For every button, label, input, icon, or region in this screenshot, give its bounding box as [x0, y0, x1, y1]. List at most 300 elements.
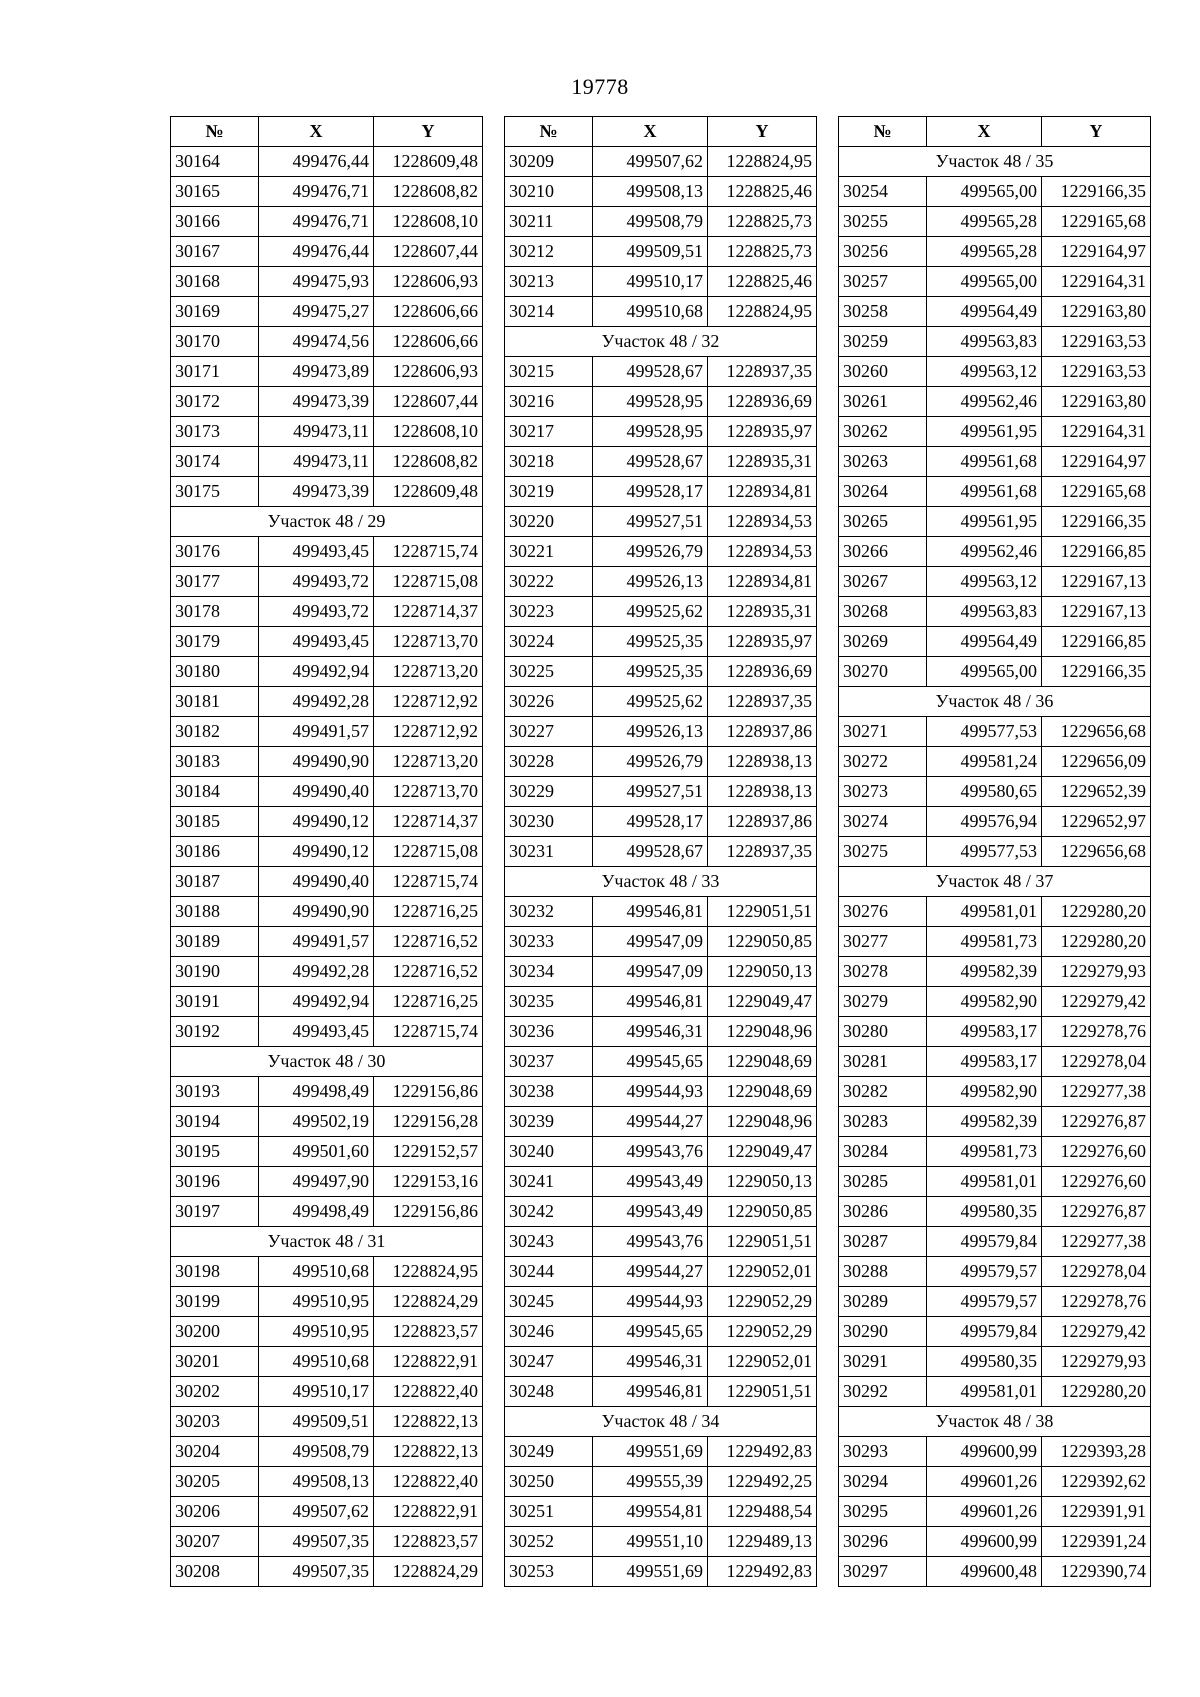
point-number: 30233: [505, 927, 593, 957]
table-row: [839, 1377, 1151, 1407]
table-row: [505, 1467, 817, 1497]
y-coordinate: 1229048,96: [708, 1107, 817, 1137]
x-coordinate: 499492,28: [259, 687, 374, 717]
x-coordinate: 499551,69: [593, 1557, 708, 1587]
y-coordinate: 1228716,25: [374, 987, 483, 1017]
y-coordinate: 1229050,13: [708, 957, 817, 987]
x-coordinate: 499582,39: [927, 957, 1042, 987]
point-number: 30264: [839, 477, 927, 507]
point-number: 30289: [839, 1287, 927, 1317]
point-number: 30201: [171, 1347, 259, 1377]
table-row: [839, 597, 1151, 627]
table-row: [505, 1317, 817, 1347]
point-number: 30260: [839, 357, 927, 387]
point-number: 30165: [171, 177, 259, 207]
y-coordinate: 1228822,13: [374, 1407, 483, 1437]
point-number: 30256: [839, 237, 927, 267]
table-row: [171, 957, 483, 987]
table-row: [839, 327, 1151, 357]
x-coordinate: 499576,94: [927, 807, 1042, 837]
x-coordinate: 499545,65: [593, 1317, 708, 1347]
x-coordinate: 499555,39: [593, 1467, 708, 1497]
table-row: [171, 297, 483, 327]
point-number: 30279: [839, 987, 927, 1017]
x-coordinate: 499561,68: [927, 477, 1042, 507]
section-row: [839, 867, 1151, 897]
header-y: Y: [374, 117, 483, 147]
x-coordinate: 499528,17: [593, 477, 708, 507]
table-row: [171, 837, 483, 867]
point-number: 30250: [505, 1467, 593, 1497]
y-coordinate: 1228609,48: [374, 147, 483, 177]
point-number: 30252: [505, 1527, 593, 1557]
point-number: 30277: [839, 927, 927, 957]
point-number: 30267: [839, 567, 927, 597]
y-coordinate: 1228822,91: [374, 1497, 483, 1527]
x-coordinate: 499473,39: [259, 387, 374, 417]
point-number: 30286: [839, 1197, 927, 1227]
table-row: [505, 897, 817, 927]
y-coordinate: 1229280,20: [1042, 897, 1151, 927]
y-coordinate: 1228937,86: [708, 717, 817, 747]
y-coordinate: 1229050,13: [708, 1167, 817, 1197]
point-number: 30176: [171, 537, 259, 567]
point-number: 30203: [171, 1407, 259, 1437]
point-number: 30195: [171, 1137, 259, 1167]
x-coordinate: 499546,81: [593, 987, 708, 1017]
point-number: 30274: [839, 807, 927, 837]
table-row: [505, 597, 817, 627]
table-row: [171, 717, 483, 747]
table-row: [505, 987, 817, 1017]
point-number: 30248: [505, 1377, 593, 1407]
table-row: [505, 1227, 817, 1257]
y-coordinate: 1228823,57: [374, 1527, 483, 1557]
section-title: Участок 48 / 38: [839, 1407, 1151, 1437]
x-coordinate: 499581,01: [927, 1377, 1042, 1407]
table-row: [171, 987, 483, 1017]
x-coordinate: 499528,67: [593, 837, 708, 867]
point-number: 30243: [505, 1227, 593, 1257]
table-row: [505, 1197, 817, 1227]
x-coordinate: 499525,62: [593, 687, 708, 717]
y-coordinate: 1228825,46: [708, 177, 817, 207]
x-coordinate: 499490,90: [259, 747, 374, 777]
point-number: 30287: [839, 1227, 927, 1257]
point-number: 30170: [171, 327, 259, 357]
y-coordinate: 1228935,97: [708, 417, 817, 447]
table-row: [839, 417, 1151, 447]
x-coordinate: 499562,46: [927, 537, 1042, 567]
point-number: 30258: [839, 297, 927, 327]
point-number: 30237: [505, 1047, 593, 1077]
point-number: 30229: [505, 777, 593, 807]
table-row: [505, 1107, 817, 1137]
y-coordinate: 1228712,92: [374, 717, 483, 747]
y-coordinate: 1229052,29: [708, 1287, 817, 1317]
table-row: [505, 927, 817, 957]
table-row: [171, 477, 483, 507]
y-coordinate: 1229166,35: [1042, 507, 1151, 537]
y-coordinate: 1229393,28: [1042, 1437, 1151, 1467]
point-number: 30238: [505, 1077, 593, 1107]
point-number: 30285: [839, 1167, 927, 1197]
point-number: 30275: [839, 837, 927, 867]
x-coordinate: 499600,99: [927, 1527, 1042, 1557]
table-row: [839, 267, 1151, 297]
point-number: 30282: [839, 1077, 927, 1107]
point-number: 30209: [505, 147, 593, 177]
table-row: [505, 297, 817, 327]
table-row: [171, 567, 483, 597]
x-coordinate: 499510,95: [259, 1317, 374, 1347]
y-coordinate: 1229164,97: [1042, 447, 1151, 477]
coordinates-table-1: [170, 116, 483, 1587]
y-coordinate: 1228607,44: [374, 387, 483, 417]
y-coordinate: 1228938,13: [708, 777, 817, 807]
x-coordinate: 499508,79: [259, 1437, 374, 1467]
x-coordinate: 499476,71: [259, 207, 374, 237]
point-number: 30210: [505, 177, 593, 207]
table-row: [171, 1557, 483, 1587]
point-number: 30217: [505, 417, 593, 447]
point-number: 30182: [171, 717, 259, 747]
x-coordinate: 499507,35: [259, 1527, 374, 1557]
table-row: [171, 1317, 483, 1347]
y-coordinate: 1229280,20: [1042, 927, 1151, 957]
x-coordinate: 499528,95: [593, 387, 708, 417]
x-coordinate: 499490,90: [259, 897, 374, 927]
x-coordinate: 499509,51: [593, 237, 708, 267]
point-number: 30213: [505, 267, 593, 297]
y-coordinate: 1228713,70: [374, 777, 483, 807]
y-coordinate: 1229278,04: [1042, 1257, 1151, 1287]
section-title: Участок 48 / 30: [171, 1047, 483, 1077]
y-coordinate: 1228934,53: [708, 507, 817, 537]
section-row: [505, 327, 817, 357]
table-row: [839, 1017, 1151, 1047]
coordinates-table-3: [838, 116, 1151, 1587]
section-title: Участок 48 / 35: [839, 147, 1151, 177]
header-num: №: [839, 117, 927, 147]
x-coordinate: 499601,26: [927, 1467, 1042, 1497]
table-row: [505, 1167, 817, 1197]
x-coordinate: 499544,27: [593, 1257, 708, 1287]
point-number: 30271: [839, 717, 927, 747]
x-coordinate: 499561,95: [927, 507, 1042, 537]
y-coordinate: 1229277,38: [1042, 1227, 1151, 1257]
point-number: 30175: [171, 477, 259, 507]
point-number: 30272: [839, 747, 927, 777]
section-row: [839, 147, 1151, 177]
x-coordinate: 499543,76: [593, 1137, 708, 1167]
point-number: 30293: [839, 1437, 927, 1467]
x-coordinate: 499565,00: [927, 657, 1042, 687]
x-coordinate: 499473,39: [259, 477, 374, 507]
y-coordinate: 1229279,42: [1042, 1317, 1151, 1347]
table-row: [505, 1287, 817, 1317]
x-coordinate: 499563,83: [927, 597, 1042, 627]
x-coordinate: 499582,90: [927, 1077, 1042, 1107]
section-title: Участок 48 / 34: [505, 1407, 817, 1437]
table-row: [505, 1017, 817, 1047]
table-row: [171, 447, 483, 477]
point-number: 30221: [505, 537, 593, 567]
point-number: 30242: [505, 1197, 593, 1227]
table-row: [839, 567, 1151, 597]
point-number: 30262: [839, 417, 927, 447]
header-y: Y: [708, 117, 817, 147]
point-number: 30288: [839, 1257, 927, 1287]
table-row: [839, 1197, 1151, 1227]
y-coordinate: 1229278,76: [1042, 1287, 1151, 1317]
table-row: [171, 1167, 483, 1197]
point-number: 30166: [171, 207, 259, 237]
x-coordinate: 499491,57: [259, 927, 374, 957]
x-coordinate: 499563,83: [927, 327, 1042, 357]
x-coordinate: 499544,93: [593, 1077, 708, 1107]
x-coordinate: 499492,94: [259, 987, 374, 1017]
x-coordinate: 499526,79: [593, 747, 708, 777]
y-coordinate: 1228937,35: [708, 687, 817, 717]
x-coordinate: 499498,49: [259, 1077, 374, 1107]
y-coordinate: 1228934,53: [708, 537, 817, 567]
y-coordinate: 1228936,69: [708, 387, 817, 417]
table-row: [171, 177, 483, 207]
x-coordinate: 499490,12: [259, 807, 374, 837]
x-coordinate: 499563,12: [927, 567, 1042, 597]
x-coordinate: 499551,69: [593, 1437, 708, 1467]
point-number: 30189: [171, 927, 259, 957]
x-coordinate: 499544,27: [593, 1107, 708, 1137]
y-coordinate: 1229050,85: [708, 927, 817, 957]
y-coordinate: 1229656,09: [1042, 747, 1151, 777]
y-coordinate: 1229156,86: [374, 1197, 483, 1227]
y-coordinate: 1228825,73: [708, 237, 817, 267]
y-coordinate: 1228822,40: [374, 1467, 483, 1497]
x-coordinate: 499581,01: [927, 1167, 1042, 1197]
x-coordinate: 499527,51: [593, 777, 708, 807]
y-coordinate: 1229492,83: [708, 1437, 817, 1467]
x-coordinate: 499490,40: [259, 867, 374, 897]
point-number: 30231: [505, 837, 593, 867]
y-coordinate: 1228606,66: [374, 297, 483, 327]
table-row: [171, 267, 483, 297]
y-coordinate: 1229048,69: [708, 1047, 817, 1077]
table-row: [505, 237, 817, 267]
y-coordinate: 1228716,25: [374, 897, 483, 927]
point-number: 30196: [171, 1167, 259, 1197]
point-number: 30167: [171, 237, 259, 267]
table-row: [839, 1317, 1151, 1347]
header-num: №: [171, 117, 259, 147]
y-coordinate: 1228937,35: [708, 837, 817, 867]
point-number: 30265: [839, 507, 927, 537]
table-row: [171, 1287, 483, 1317]
y-coordinate: 1229276,87: [1042, 1107, 1151, 1137]
x-coordinate: 499502,19: [259, 1107, 374, 1137]
x-coordinate: 499493,45: [259, 537, 374, 567]
y-coordinate: 1229163,53: [1042, 357, 1151, 387]
point-number: 30168: [171, 267, 259, 297]
y-coordinate: 1228824,95: [708, 297, 817, 327]
y-coordinate: 1229051,51: [708, 1377, 817, 1407]
table-row: [505, 567, 817, 597]
table-row: [505, 417, 817, 447]
y-coordinate: 1229392,62: [1042, 1467, 1151, 1497]
y-coordinate: 1228824,95: [374, 1257, 483, 1287]
x-coordinate: 499525,35: [593, 657, 708, 687]
table-row: [839, 927, 1151, 957]
point-number: 30216: [505, 387, 593, 417]
table-row: [171, 1257, 483, 1287]
table-row: [171, 1137, 483, 1167]
point-number: 30294: [839, 1467, 927, 1497]
y-coordinate: 1229276,60: [1042, 1167, 1151, 1197]
y-coordinate: 1229050,85: [708, 1197, 817, 1227]
point-number: 30226: [505, 687, 593, 717]
x-coordinate: 499510,68: [259, 1257, 374, 1287]
section-title: Участок 48 / 37: [839, 867, 1151, 897]
y-coordinate: 1229279,93: [1042, 957, 1151, 987]
point-number: 30253: [505, 1557, 593, 1587]
point-number: 30291: [839, 1347, 927, 1377]
y-coordinate: 1229279,93: [1042, 1347, 1151, 1377]
x-coordinate: 499600,99: [927, 1437, 1042, 1467]
y-coordinate: 1229488,54: [708, 1497, 817, 1527]
y-coordinate: 1229489,13: [708, 1527, 817, 1557]
y-coordinate: 1228608,10: [374, 417, 483, 447]
x-coordinate: 499527,51: [593, 507, 708, 537]
point-number: 30228: [505, 747, 593, 777]
x-coordinate: 499565,00: [927, 267, 1042, 297]
x-coordinate: 499508,13: [259, 1467, 374, 1497]
point-number: 30185: [171, 807, 259, 837]
point-number: 30173: [171, 417, 259, 447]
x-coordinate: 499546,81: [593, 1377, 708, 1407]
y-coordinate: 1228935,97: [708, 627, 817, 657]
point-number: 30284: [839, 1137, 927, 1167]
x-coordinate: 499561,95: [927, 417, 1042, 447]
table-row: [839, 447, 1151, 477]
x-coordinate: 499493,72: [259, 597, 374, 627]
table-row: [171, 357, 483, 387]
y-coordinate: 1228608,82: [374, 447, 483, 477]
x-coordinate: 499547,09: [593, 957, 708, 987]
x-coordinate: 499474,56: [259, 327, 374, 357]
y-coordinate: 1228606,66: [374, 327, 483, 357]
section-title: Участок 48 / 29: [171, 507, 483, 537]
y-coordinate: 1229166,85: [1042, 537, 1151, 567]
x-coordinate: 499562,46: [927, 387, 1042, 417]
x-coordinate: 499543,49: [593, 1197, 708, 1227]
section-title: Участок 48 / 33: [505, 867, 817, 897]
y-coordinate: 1229652,39: [1042, 777, 1151, 807]
x-coordinate: 499491,57: [259, 717, 374, 747]
x-coordinate: 499581,73: [927, 1137, 1042, 1167]
point-number: 30222: [505, 567, 593, 597]
point-number: 30281: [839, 1047, 927, 1077]
y-coordinate: 1229165,68: [1042, 477, 1151, 507]
point-number: 30278: [839, 957, 927, 987]
y-coordinate: 1229276,60: [1042, 1137, 1151, 1167]
y-coordinate: 1229391,91: [1042, 1497, 1151, 1527]
y-coordinate: 1228606,93: [374, 357, 483, 387]
x-coordinate: 499581,73: [927, 927, 1042, 957]
x-coordinate: 499528,95: [593, 417, 708, 447]
x-coordinate: 499546,31: [593, 1017, 708, 1047]
y-coordinate: 1228713,20: [374, 747, 483, 777]
point-number: 30235: [505, 987, 593, 1017]
point-number: 30234: [505, 957, 593, 987]
y-coordinate: 1228937,86: [708, 807, 817, 837]
section-row: [171, 1227, 483, 1257]
x-coordinate: 499564,49: [927, 297, 1042, 327]
y-coordinate: 1228716,52: [374, 927, 483, 957]
x-coordinate: 499561,68: [927, 447, 1042, 477]
y-coordinate: 1229163,80: [1042, 297, 1151, 327]
table-row: [839, 1347, 1151, 1377]
point-number: 30204: [171, 1437, 259, 1467]
table-row: [171, 657, 483, 687]
x-coordinate: 499490,40: [259, 777, 374, 807]
y-coordinate: 1228607,44: [374, 237, 483, 267]
table-row: [505, 1437, 817, 1467]
table-row: [171, 597, 483, 627]
x-coordinate: 499476,71: [259, 177, 374, 207]
table-row: [171, 147, 483, 177]
point-number: 30194: [171, 1107, 259, 1137]
table-row: [839, 1497, 1151, 1527]
y-coordinate: 1228938,13: [708, 747, 817, 777]
x-coordinate: 499582,39: [927, 1107, 1042, 1137]
section-title: Участок 48 / 36: [839, 687, 1151, 717]
table-row: [839, 1257, 1151, 1287]
x-coordinate: 499579,57: [927, 1257, 1042, 1287]
x-coordinate: 499475,93: [259, 267, 374, 297]
x-coordinate: 499554,81: [593, 1497, 708, 1527]
point-number: 30179: [171, 627, 259, 657]
point-number: 30259: [839, 327, 927, 357]
table-row: [839, 1557, 1151, 1587]
y-coordinate: 1229277,38: [1042, 1077, 1151, 1107]
point-number: 30227: [505, 717, 593, 747]
y-coordinate: 1228608,82: [374, 177, 483, 207]
y-coordinate: 1229052,01: [708, 1347, 817, 1377]
x-coordinate: 499493,45: [259, 1017, 374, 1047]
y-coordinate: 1229164,97: [1042, 237, 1151, 267]
y-coordinate: 1228822,91: [374, 1347, 483, 1377]
point-number: 30296: [839, 1527, 927, 1557]
y-coordinate: 1228824,29: [374, 1287, 483, 1317]
point-number: 30257: [839, 267, 927, 297]
y-coordinate: 1228824,29: [374, 1557, 483, 1587]
point-number: 30255: [839, 207, 927, 237]
header-num: №: [505, 117, 593, 147]
x-coordinate: 499510,68: [259, 1347, 374, 1377]
table-row: [505, 267, 817, 297]
table-row: [505, 507, 817, 537]
x-coordinate: 499581,24: [927, 747, 1042, 777]
x-coordinate: 499579,84: [927, 1227, 1042, 1257]
y-coordinate: 1229052,01: [708, 1257, 817, 1287]
point-number: 30270: [839, 657, 927, 687]
table-row: [171, 627, 483, 657]
x-coordinate: 499544,93: [593, 1287, 708, 1317]
point-number: 30192: [171, 1017, 259, 1047]
x-coordinate: 499526,13: [593, 567, 708, 597]
table-row: [171, 1437, 483, 1467]
